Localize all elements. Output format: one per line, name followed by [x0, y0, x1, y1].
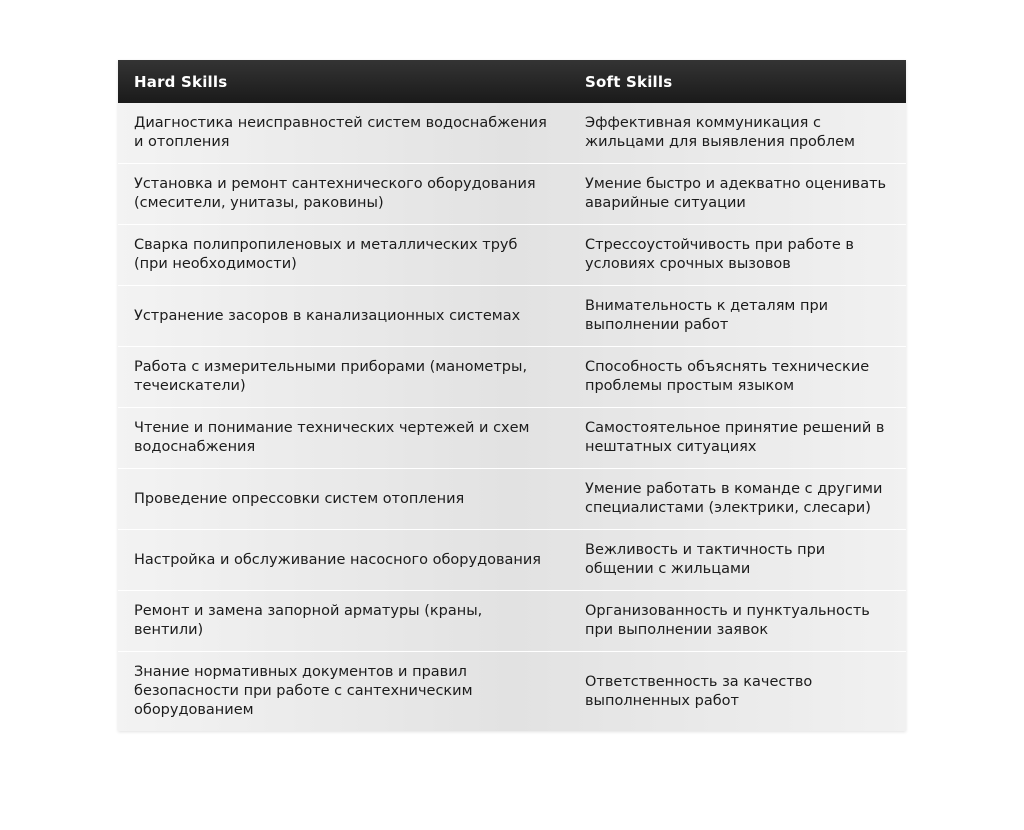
hard-skill-cell: Диагностика неисправностей систем водоснабжения и отопления: [118, 103, 569, 164]
table-row: [118, 408, 906, 469]
table-row: [118, 225, 906, 286]
table-header: [118, 60, 906, 103]
table-row: [118, 652, 906, 732]
table-row: [118, 347, 906, 408]
table-row: [118, 286, 906, 347]
hard-skill-cell: Настройка и обслуживание насосного оборудования: [118, 530, 569, 591]
soft-skill-cell: Эффективная коммуникация с жильцами для выявления проблем: [569, 103, 906, 164]
soft-skill-cell: Организованность и пунктуальность при выполнении заявок: [569, 591, 906, 652]
soft-skill-cell: Стрессоустойчивость при работе в условиях срочных вызовов: [569, 225, 906, 286]
hard-skill-cell: Устранение засоров в канализационных системах: [118, 286, 569, 347]
soft-skill-cell: Умение работать в команде с другими специалистами (электрики, слесари): [569, 469, 906, 530]
hard-skill-cell: Чтение и понимание технических чертежей и схем водоснабжения: [118, 408, 569, 469]
hard-skill-cell: Знание нормативных документов и правил безопасности при работе с сантехническим оборудованием: [134, 664, 473, 718]
soft-skill-cell: Вежливость и тактичность при общении с жильцами: [569, 530, 906, 591]
table-body: [118, 103, 906, 731]
skills-table: [118, 60, 906, 731]
table-row: [118, 591, 906, 652]
soft-skill-cell: Внимательность к деталям при выполнении работ: [569, 286, 906, 347]
table-row: [118, 530, 906, 591]
soft-skill-cell: Самостоятельное принятие решений в нештатных ситуациях: [569, 408, 906, 469]
soft-skill-cell: Умение быстро и адекватно оценивать аварийные ситуации: [569, 164, 906, 225]
header-hard-skills: Hard Skills: [134, 72, 228, 91]
table-row: [118, 103, 906, 164]
soft-skill-cell: Способность объяснять технические проблемы простым языком: [569, 347, 906, 408]
skills-table-container: [118, 60, 906, 731]
soft-skill-cell: Ответственность за качество выполненных работ: [585, 673, 813, 709]
hard-skill-cell: Работа с измерительными приборами (манометры, течеискатели): [118, 347, 569, 408]
header-row: [118, 60, 906, 103]
table-row: [118, 164, 906, 225]
hard-skill-cell: Сварка полипропиленовых и металлических труб (при необходимости): [118, 225, 569, 286]
hard-skill-cell: Ремонт и замена запорной арматуры (краны, вентили): [118, 591, 569, 652]
hard-skill-cell: Установка и ремонт сантехнического оборудования (смесители, унитазы, раковины): [118, 164, 569, 225]
hard-skill-cell: Проведение опрессовки систем отопления: [118, 469, 569, 530]
table-row: [118, 469, 906, 530]
header-soft-skills: Soft Skills: [585, 72, 673, 91]
